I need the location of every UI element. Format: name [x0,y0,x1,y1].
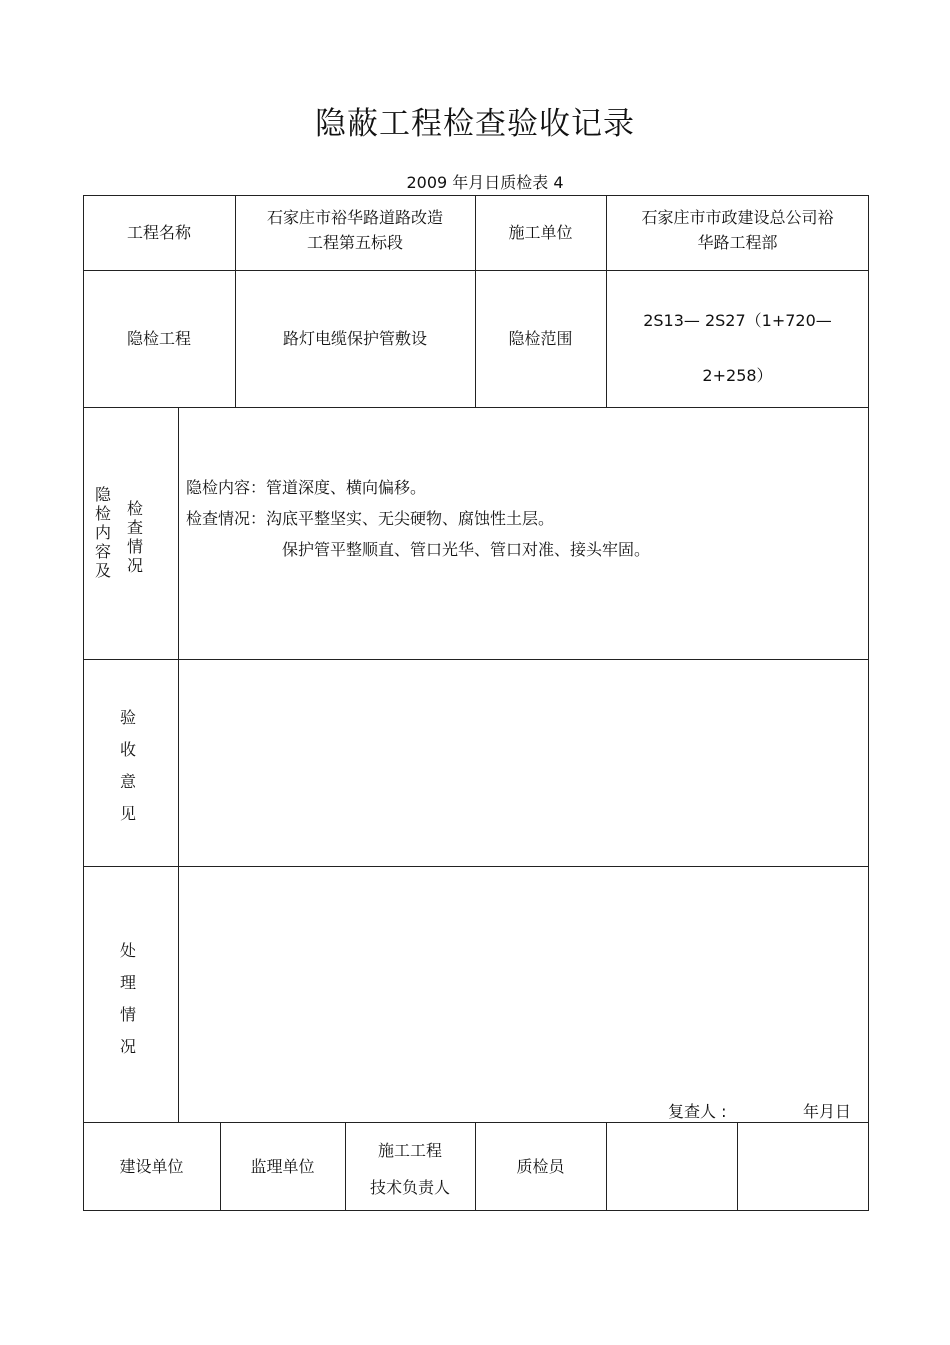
inspection-side-label-col2: 检查情况 [126,499,143,575]
hidden-work-label: 隐检工程 [126,329,191,348]
inspection-content-line2: 检查情况：沟底平整坚实、无尖硬物、腐蚀性土层。 [186,509,555,528]
signature-slot [737,1122,869,1211]
row-divider [83,866,869,867]
tech-lead-label-line2: 技术负责人 [369,1178,450,1197]
inspection-range-line1: 2S13— 2S27（1+720— [643,311,832,330]
inspection-content-line1: 隐检内容：管道深度、横向偏移。 [186,478,427,497]
document-title: 隐蔽工程检查验收记录 [315,106,635,142]
row-divider [83,407,869,408]
row-divider [83,659,869,660]
handling-side-label: 处 理 情 况 [119,941,136,1056]
signature-slot [606,1122,737,1211]
quality-inspector-label: 质检员 [516,1157,565,1176]
form-number-line: 2009 年月日质检表 4 [406,173,564,192]
supervision-unit-label: 监理单位 [250,1157,315,1176]
acceptance-side-label: 验 收 意 见 [119,708,136,823]
inspection-range-line2: 2+258） [702,366,773,385]
inspection-content-line3: 保护管平整顺直、管口光华、管口对准、接头牢固。 [282,540,651,559]
reviewer-label: 复查人 : [668,1102,727,1121]
inspection-range-label: 隐检范围 [508,329,573,348]
construction-unit-label: 施工单位 [508,223,573,242]
hidden-work-value: 路灯电缆保护管敷设 [282,329,427,348]
construction-unit-value: 石家庄市市政建设总公司裕 华路工程部 [641,208,834,252]
col-divider [178,407,179,1122]
review-date-label: 年月日 [803,1102,852,1121]
build-unit-label: 建设单位 [119,1157,184,1176]
project-name-label: 工程名称 [126,223,191,242]
tech-lead-label-line1: 施工工程 [377,1141,442,1160]
project-name-value: 石家庄市裕华路道路改造 工程第五标段 [266,208,443,252]
inspection-side-label-col1: 隐检内容及 [94,485,111,580]
